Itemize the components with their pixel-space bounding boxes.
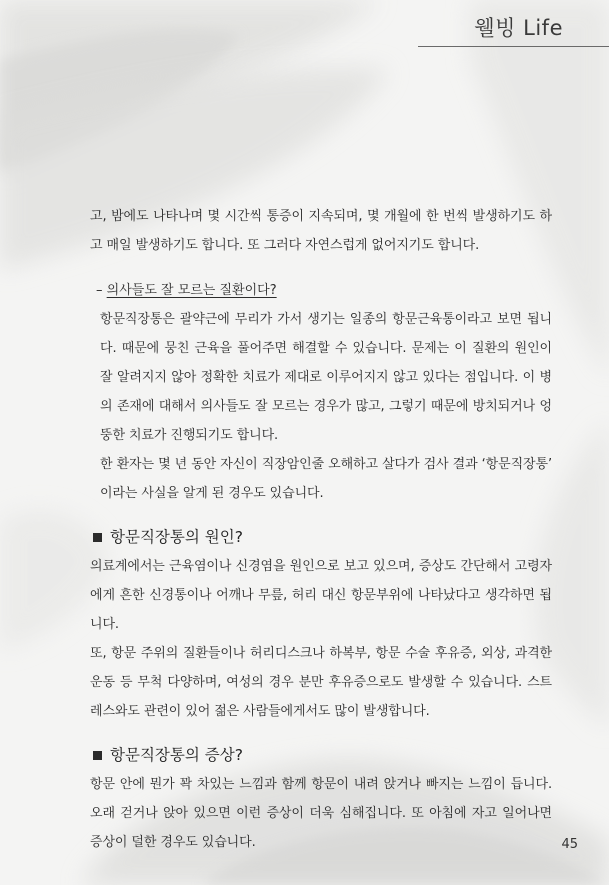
subsection-paragraph: 한 환자는 몇 년 동안 자신이 직장암인줄 오해하고 살다가 검사 결과 ‘항문직장통’ 이라는 사실을 알게 된 경우도 있습니다. — [100, 457, 552, 501]
spacer — [90, 508, 552, 522]
cause-paragraph: 의료계에서는 근육염이나 신경염을 원인으로 보고 있으며, 증상도 간단해서 고령자에게 흔한 신경통이나 어깨나 무릎, 허리 대신 항문부위에 나타났다고 생각하면 됩니다. — [90, 559, 552, 632]
header-rule — [418, 46, 609, 47]
cause-paragraph: 또, 항문 주위의 질환들이나 허리디스크나 하복부, 항문 수술 후유증, 외상, 과격한 운동 등 무척 다양하며, 여성의 경우 분만 후유증으로도 발생할 수 있습니다. 스트레스와도 관련이 있어 젊은 사람들에게서도 많이 발생합니다. — [90, 646, 553, 719]
subsection-paragraph: 항문직장통은 괄약근에 무리가 가서 생기는 일종의 항문근육통이라고 보면 됩니다. 때문에 뭉친 근육을 풀어주면 해결할 수 있습니다. 문제는 이 질환의 원인이 잘 알려지지 않아 정확한 치료가 제대로 이루어지지 않고 있다는 점입니다. 이 병의 존재에 대해서 의사들도 잘 모르는 경우가 많고, 그렇기 때문에 방치되거나 엉뚱한 치료가 진행되기도 합니다. — [100, 312, 552, 443]
section-heading-symptom — [90, 740, 552, 770]
section-heading-text: 항문직장통의 증상? — [110, 746, 243, 764]
dash-mark: – — [96, 283, 103, 298]
subsection-heading — [90, 276, 552, 305]
article-body — [90, 202, 552, 857]
spacer — [90, 260, 552, 276]
section-heading-cause — [90, 522, 552, 552]
square-bullet-icon — [93, 751, 102, 760]
spacer — [90, 726, 552, 740]
subsection-title: 의사들도 잘 모르는 질환이다? — [106, 283, 277, 298]
intro-paragraph: 고, 밤에도 나타나며 몇 시간씩 통증이 지속되며, 몇 개월에 한 번씩 발생하기도 하고 매일 발생하기도 합니다. 또 그러다 자연스럽게 없어지기도 합니다. — [90, 209, 552, 253]
running-header-title: 웰빙 Life — [474, 16, 563, 40]
symptom-paragraph: 항문 안에 뭔가 꽉 차있는 느낌과 함께 항문이 내려 앉거나 빠지는 느낌이 듭니다. 오래 걷거나 앉아 있으면 이런 증상이 더욱 심해집니다. 또 아침에 자고 일어나면 증상이 덜한 경우도 있습니다. — [90, 777, 552, 850]
page-number: 45 — [561, 837, 578, 852]
square-bullet-icon — [93, 533, 102, 542]
section-heading-text: 항문직장통의 원인? — [110, 528, 243, 546]
